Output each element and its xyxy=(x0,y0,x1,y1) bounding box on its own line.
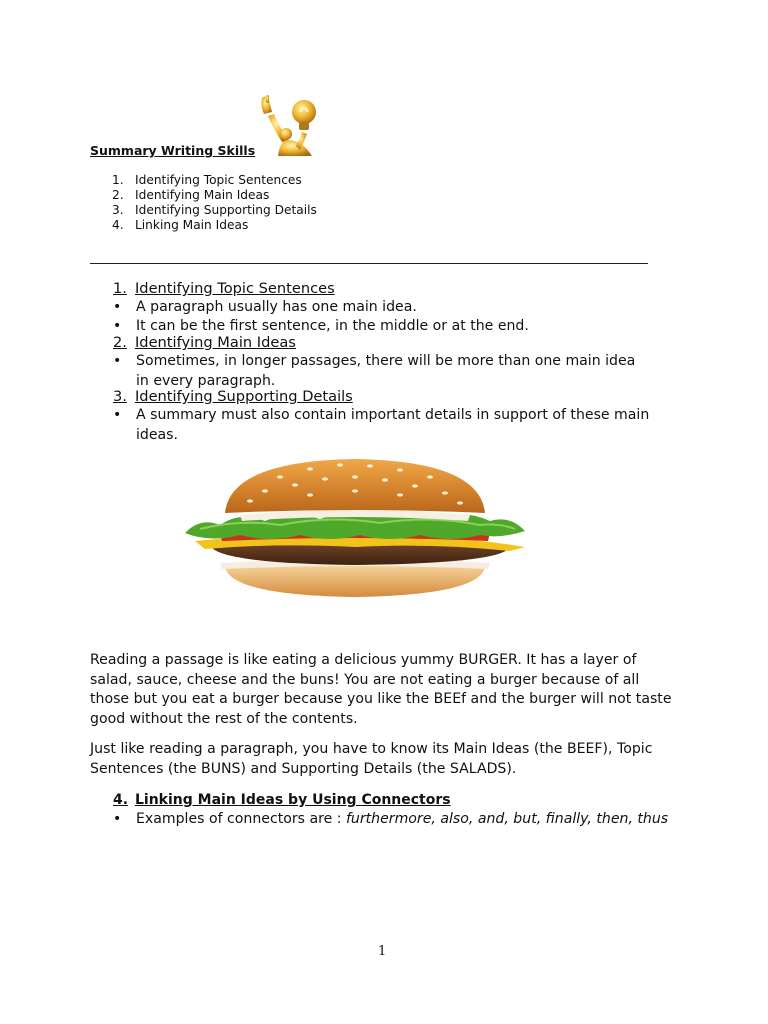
bullet-item: • Examples of connectors are : furthermore, also, and, but, finally, then, thus xyxy=(113,811,669,827)
toc-item: 2. Identifying Main Ideas xyxy=(112,188,270,202)
bullet-item: • A summary must also contain important details in support of these main ideas. xyxy=(113,407,650,443)
page-number: 1 xyxy=(378,944,387,959)
table-of-contents xyxy=(112,173,317,233)
toc-item: 4. Linking Main Ideas xyxy=(112,218,249,232)
document-title: Summary Writing Skills xyxy=(90,143,256,158)
lightbulb-idea-icon xyxy=(252,92,320,156)
section-heading: 3. Identifying Supporting Details xyxy=(113,388,353,405)
toc-item: 1. Identifying Topic Sentences xyxy=(112,173,302,187)
burger-analogy-paragraph: Reading a passage is like eating a delicious yummy BURGER. It has a layer of salad, sauce, cheese and the buns! You are not eating a burger because of all those but you eat a burger because you like the BEEf and the burger will not taste good without the rest of the contents. xyxy=(90,652,672,727)
bullet-item: • It can be the first sentence, in the middle or at the end. xyxy=(113,318,529,334)
section-heading: 4. Linking Main Ideas by Using Connectors xyxy=(113,792,451,808)
paragraph-analogy-paragraph: Just like reading a paragraph, you have to know its Main Ideas (the BEEF), Topic Sentences (the BUNS) and Supporting Details (the SALADS). xyxy=(90,741,653,777)
burger-image xyxy=(180,455,530,605)
bullet-item: • A paragraph usually has one main idea. xyxy=(113,299,417,315)
toc-item: 3. Identifying Supporting Details xyxy=(112,203,317,217)
section-heading: 1. Identifying Topic Sentences xyxy=(113,280,335,297)
section-heading: 2. Identifying Main Ideas xyxy=(113,334,296,351)
divider-line xyxy=(90,263,648,264)
bullet-item: • Sometimes, in longer passages, there will be more than one main idea in every paragraph. xyxy=(113,353,636,389)
